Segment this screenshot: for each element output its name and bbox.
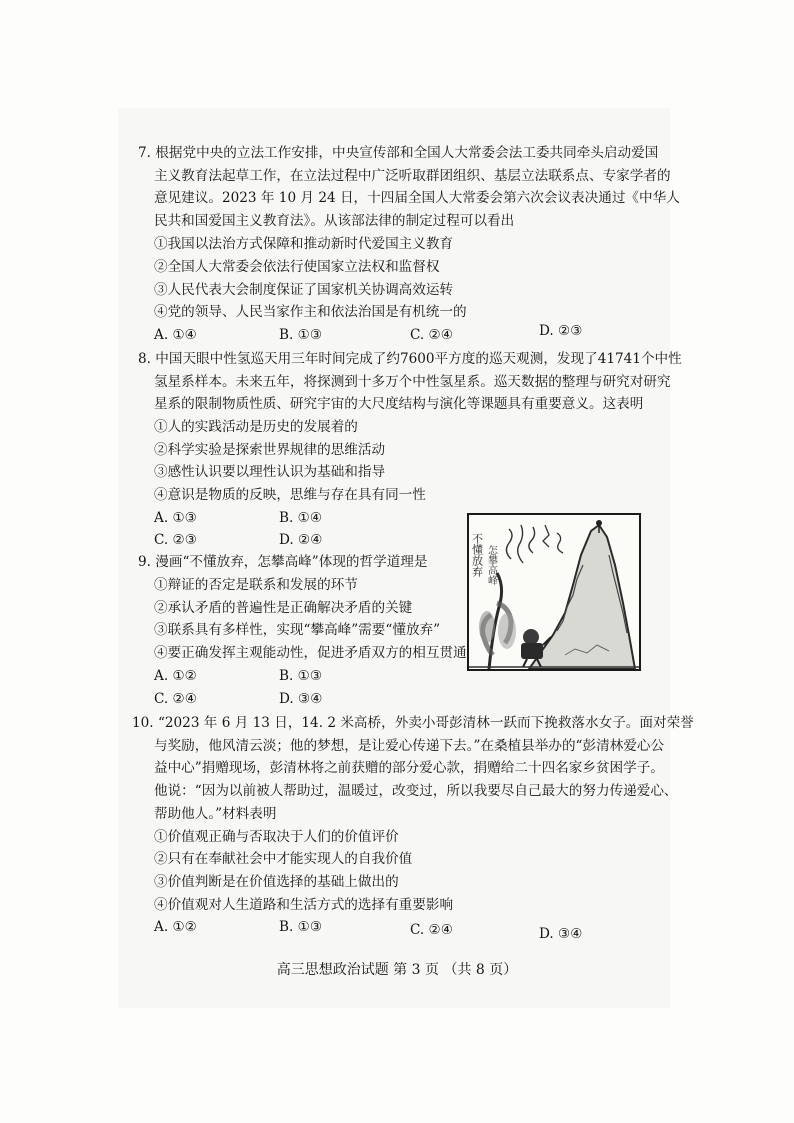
q8-option-c[interactable]: C. ②③ — [154, 532, 197, 548]
q9-statement: ③联系具有多样性，实现“攀高峰”需要“懂放弃” — [154, 622, 441, 638]
q8-option-a[interactable]: A. ①③ — [154, 510, 197, 526]
q9-option-d[interactable]: D. ③④ — [279, 691, 323, 707]
q10-stem-line: 他说：“因为以前被人帮助过，温暖过，改变过，所以我要尽自己最大的努力传递爱心、 — [154, 783, 678, 799]
cartoon-drawing — [469, 515, 639, 669]
page-footer: 高三思想政治试题 第 3 页 （共 8 页） — [276, 962, 518, 978]
q9-statement: ①辩证的否定是联系和发展的环节 — [154, 577, 358, 593]
q7-option-d[interactable]: D. ②③ — [539, 323, 583, 339]
q8-statement: ④意识是物质的反映，思维与存在具有同一性 — [154, 487, 426, 503]
q9-option-c[interactable]: C. ②④ — [154, 691, 197, 707]
q8-statement: ①人的实践活动是历史的发展着的 — [154, 419, 358, 435]
q9-option-b[interactable]: B. ①③ — [279, 668, 323, 684]
cartoon-caption-glyph: 怎攀高峰 — [485, 545, 497, 585]
q10-stem-line: 与奖励，他风清云淡；他的梦想，是让爱心传递下去。”在桑植县举办的“彭清林爱心公 — [154, 738, 665, 754]
q7-statement: ②全国人大常委会依法行使国家立法权和监督权 — [154, 259, 440, 275]
q10-stem-line: 10. “2023 年 6 月 13 日，14. 2 米高桥，外卖小哥彭清林一跃而下挽救落水女子。面对荣誉 — [132, 715, 694, 731]
q9-option-a[interactable]: A. ①② — [154, 668, 197, 684]
q7-statement: ①我国以法治方式保障和推动新时代爱国主义教育 — [154, 236, 454, 252]
q7-stem-line: 7. 根据党中央的立法工作安排，中央宣传部和全国人大常委会法工委共同牵头启动爱国 — [138, 145, 659, 161]
q8-stem-line: 氢星系样本。未来五年，将探测到十多万个中性氢星系。巡天数据的整理与研究对研究 — [154, 374, 671, 390]
q10-statement: ①价值观正确与否取决于人们的价值评价 — [154, 829, 399, 845]
q7-option-c[interactable]: C. ②④ — [410, 327, 453, 343]
q8-option-b[interactable]: B. ①④ — [279, 510, 323, 526]
q8-option-d[interactable]: D. ②④ — [279, 532, 323, 548]
q7-stem-line: 主义教育法起草工作，在立法过程中广泛听取群团组织、基层立法联系点、专家学者的 — [154, 168, 671, 184]
q10-statement: ②只有在奉献社会中才能实现人的自我价值 — [154, 851, 413, 867]
q10-option-c[interactable]: C. ②④ — [410, 922, 453, 938]
q7-stem-line: 民共和国爱国主义教育法》。从该部法律的制定过程可以看出 — [154, 213, 515, 229]
q8-statement: ②科学实验是探索世界规律的思维活动 — [154, 442, 386, 458]
q10-stem-line: 益中心”捐赠现场，彭清林将之前获赠的部分爱心款，捐赠给二十四名家乡贫困学子。 — [154, 760, 664, 776]
q7-statement: ③人民代表大会制度保证了国家机关协调高效运转 — [154, 282, 454, 298]
q10-stem-line: 帮助他人。”材料表明 — [154, 806, 277, 822]
q8-statement: ③感性认识要以理性认识为基础和指导 — [154, 464, 386, 480]
q8-stem-line: 8. 中国天眼中性氢巡天用三年时间完成了约7600平方度的巡天观测，发现了41741个中性 — [138, 351, 682, 367]
q9-statement: ②承认矛盾的普遍性是正确解决矛盾的关键 — [154, 600, 413, 616]
q10-option-d[interactable]: D. ③④ — [539, 926, 583, 942]
q10-statement: ④价值观对人生道路和生活方式的选择有重要影响 — [154, 897, 454, 913]
q10-option-a[interactable]: A. ①② — [154, 919, 197, 935]
q10-statement: ③价值判断是在价值选择的基础上做出的 — [154, 874, 399, 890]
q7-option-b[interactable]: B. ①③ — [279, 327, 323, 343]
q9-statement: ④要正确发挥主观能动性，促进矛盾双方的相互贯通 — [154, 645, 467, 661]
q7-statement: ④党的领导、人民当家作主和依法治国是有机统一的 — [154, 304, 467, 320]
q8-stem-line: 星系的限制物质性质、研究宇宙的大尺度结构与演化等课题具有重要意义。这表明 — [154, 396, 644, 412]
cartoon-caption-glyph: 不懂放弃 — [470, 533, 484, 577]
q7-stem-line: 意见建议。2023 年 10 月 24 日，十四届全国人大常委会第六次会议表决通过《中华人 — [154, 190, 680, 206]
q10-option-b[interactable]: B. ①③ — [279, 919, 323, 935]
cartoon-image — [467, 513, 641, 671]
q7-option-a[interactable]: A. ①④ — [154, 327, 197, 343]
q9-stem-line: 9. 漫画“不懂放弃，怎攀高峰”体现的哲学道理是 — [138, 554, 428, 570]
